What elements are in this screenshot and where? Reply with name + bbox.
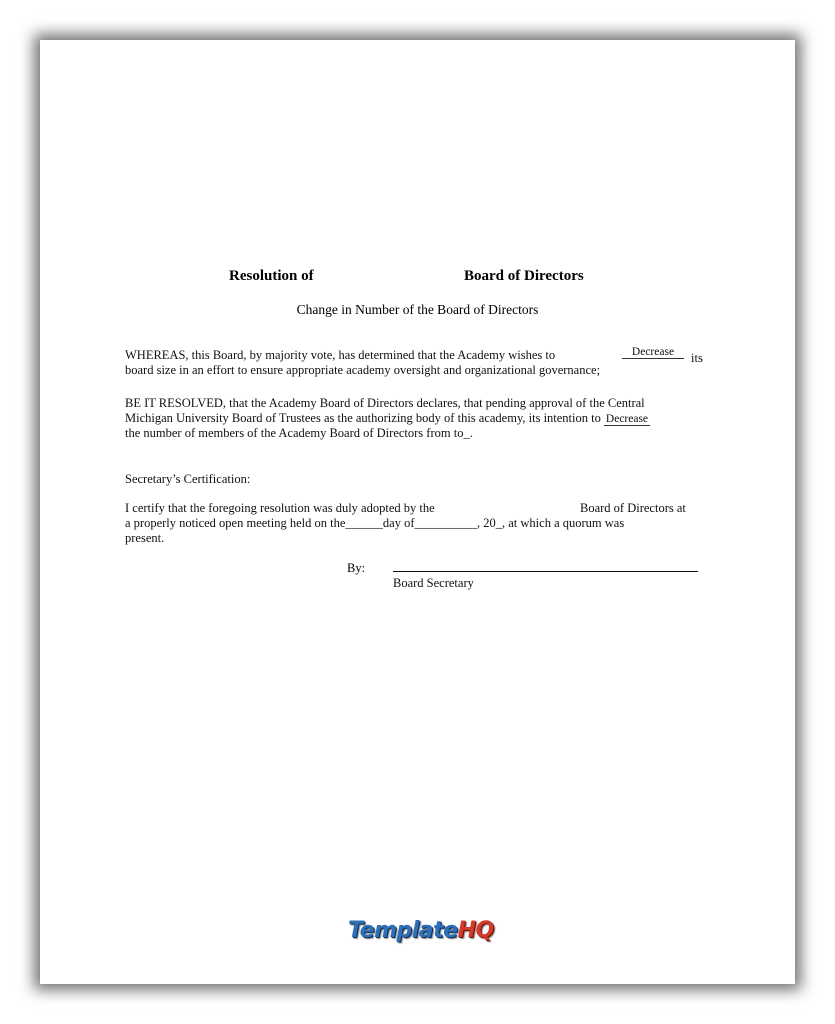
title-resolution-of: Resolution of (229, 268, 314, 284)
certification-line-3: present. (125, 531, 165, 545)
board-secretary-label: Board Secretary (393, 576, 474, 590)
certification-line-1-start: I certify that the foregoing resolution was duly adopted by the (125, 501, 435, 515)
signature-by-label: By: (347, 561, 366, 575)
certification-line-1-end: Board of Directors at (580, 501, 686, 515)
document-subtitle: Change in Number of the Board of Directors (296, 302, 539, 317)
whereas-paragraph (125, 348, 705, 378)
resolved-fill-blank: Decrease (605, 413, 649, 425)
logo-template-text: Template (348, 918, 458, 943)
resolved-line-3: the number of members of the Academy Board of Directors from to_. (125, 426, 473, 440)
whereas-line-1: WHEREAS, this Board, by majority vote, has determined that the Academy wishes to (125, 348, 556, 362)
resolved-line-2: Michigan University Board of Trustees as the authorizing body of this academy, its intention to (125, 411, 601, 425)
certification-heading: Secretary’s Certification: (125, 472, 251, 486)
resolved-line-1: BE IT RESOLVED, that the Academy Board of Directors declares, that pending approval of the Central (125, 396, 645, 410)
templatehq-logo (348, 918, 494, 943)
whereas-its: its (691, 351, 703, 365)
whereas-line-2: board size in an effort to ensure appropriate academy oversight and organizational governance; (125, 363, 601, 377)
certification-paragraph (125, 501, 705, 546)
certification-line-2: a properly noticed open meeting held on the______day of__________, 20_, at which a quorum was (125, 516, 625, 530)
signature-line[interactable] (393, 571, 698, 572)
whereas-fill-blank: Decrease (622, 346, 684, 359)
logo-hq-text: HQ (457, 918, 494, 943)
title-board-of-directors: Board of Directors (464, 268, 584, 284)
resolved-paragraph (125, 396, 705, 441)
